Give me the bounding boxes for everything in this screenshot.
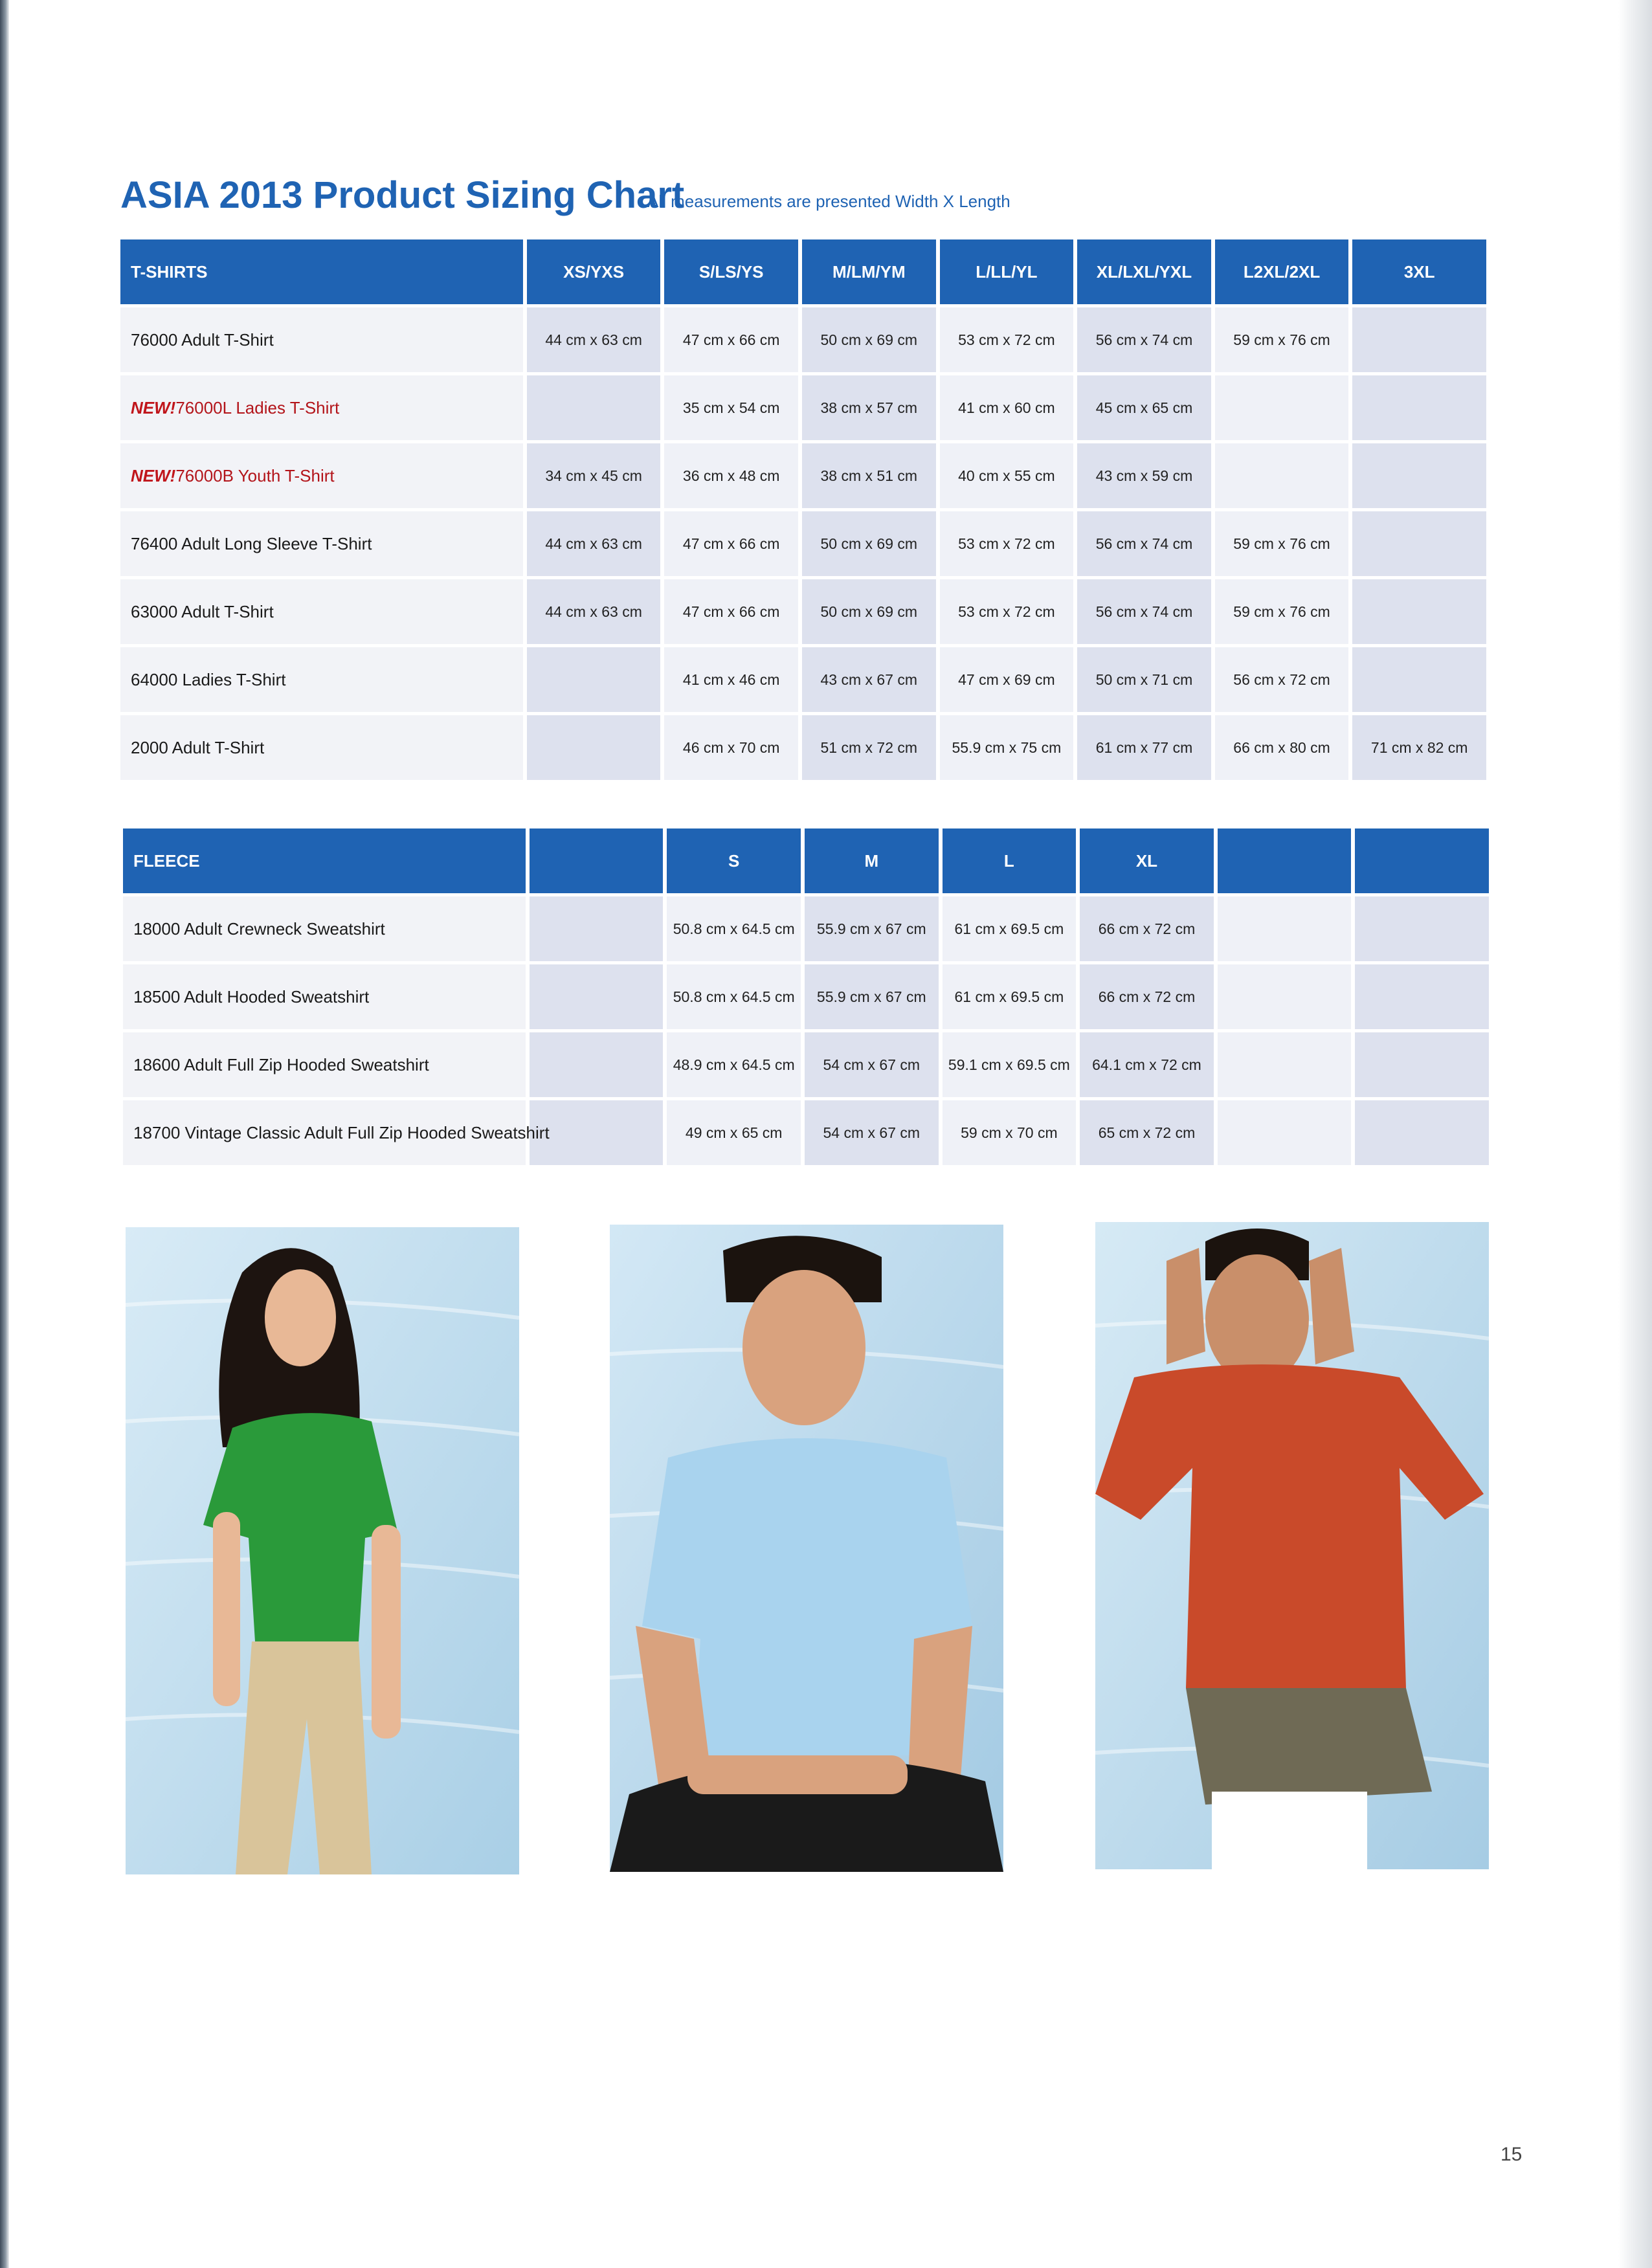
fleece-size-header — [530, 828, 664, 893]
size-measurement-cell: 51 cm x 72 cm — [802, 715, 936, 780]
size-measurement-cell — [1355, 1032, 1489, 1097]
fleece-size-header: L — [943, 828, 1077, 893]
product-name — [120, 511, 523, 576]
product-name-text: 64000 Ladies T-Shirt — [131, 669, 286, 689]
page-number: 15 — [1501, 2144, 1523, 2165]
size-measurement-cell: 44 cm x 63 cm — [527, 579, 661, 644]
size-measurement-cell: 71 cm x 82 cm — [1352, 715, 1486, 780]
size-measurement-cell: 44 cm x 63 cm — [527, 307, 661, 372]
fleece-size-header: M — [805, 828, 939, 893]
size-measurement-cell: 50 cm x 71 cm — [1077, 647, 1211, 712]
size-measurement-cell — [1352, 443, 1486, 508]
photo-man-blue-tshirt — [610, 1225, 1003, 1872]
size-measurement-cell — [530, 1032, 664, 1097]
fleece-size-header: S — [667, 828, 801, 893]
size-measurement-cell: 54 cm x 67 cm — [805, 1032, 939, 1097]
size-measurement-cell: 66 cm x 72 cm — [1080, 964, 1214, 1029]
size-measurement-cell — [1215, 375, 1349, 440]
size-measurement-cell: 50 cm x 69 cm — [802, 579, 936, 644]
size-measurement-cell: 54 cm x 67 cm — [805, 1100, 939, 1165]
size-measurement-cell — [527, 715, 661, 780]
size-measurement-cell — [1218, 1100, 1352, 1165]
size-measurement-cell — [1355, 964, 1489, 1029]
photo-woman-green-tshirt — [126, 1227, 519, 1874]
product-name-text: 76000 Adult T-Shirt — [131, 329, 274, 350]
size-measurement-cell: 47 cm x 69 cm — [940, 647, 1074, 712]
new-badge: NEW! — [131, 397, 176, 417]
product-name — [120, 647, 523, 712]
size-measurement-cell: 56 cm x 74 cm — [1077, 511, 1211, 576]
page-title: ASIA 2013 Product Sizing Chart — [120, 174, 685, 216]
tshirt-row — [120, 307, 1486, 372]
size-measurement-cell: 47 cm x 66 cm — [664, 511, 798, 576]
size-measurement-cell: 47 cm x 66 cm — [664, 579, 798, 644]
fleece-row — [123, 1100, 1489, 1165]
size-measurement-cell: 66 cm x 72 cm — [1080, 896, 1214, 961]
size-measurement-cell: 61 cm x 77 cm — [1077, 715, 1211, 780]
tshirt-size-header: XL/LXL/YXL — [1077, 239, 1211, 304]
size-measurement-cell: 38 cm x 51 cm — [802, 443, 936, 508]
product-name-text: 76000L Ladies T-Shirt — [175, 397, 340, 417]
size-measurement-cell: 55.9 cm x 75 cm — [940, 715, 1074, 780]
tshirt-size-table — [117, 236, 1490, 783]
product-name-text: 18600 Adult Full Zip Hooded Sweatshirt — [133, 1054, 429, 1074]
size-measurement-cell: 44 cm x 63 cm — [527, 511, 661, 576]
size-measurement-cell — [1352, 579, 1486, 644]
tshirt-size-header: M/LM/YM — [802, 239, 936, 304]
product-name — [120, 375, 523, 440]
fleece-size-header — [1355, 828, 1489, 893]
size-measurement-cell: 41 cm x 46 cm — [664, 647, 798, 712]
product-name — [120, 579, 523, 644]
size-measurement-cell: 38 cm x 57 cm — [802, 375, 936, 440]
size-measurement-cell: 66 cm x 80 cm — [1215, 715, 1349, 780]
tshirt-row — [120, 715, 1486, 780]
size-measurement-cell: 46 cm x 70 cm — [664, 715, 798, 780]
product-name — [123, 1032, 526, 1097]
size-measurement-cell — [1355, 896, 1489, 961]
size-measurement-cell — [1355, 1100, 1489, 1165]
product-name-text: 18000 Adult Crewneck Sweatshirt — [133, 918, 385, 939]
tshirt-section-header: T-SHIRTS — [120, 239, 523, 304]
tshirt-row — [120, 511, 1486, 576]
fleece-size-table — [119, 825, 1493, 1168]
size-measurement-cell: 48.9 cm x 64.5 cm — [667, 1032, 801, 1097]
size-measurement-cell — [530, 896, 664, 961]
size-measurement-cell — [1352, 647, 1486, 712]
fleece-size-header: XL — [1080, 828, 1214, 893]
product-name — [123, 896, 526, 961]
size-measurement-cell — [1352, 307, 1486, 372]
product-name-text: 18700 Vintage Classic Adult Full Zip Hooded Sweatshirt — [133, 1122, 550, 1142]
product-name — [120, 443, 523, 508]
tshirt-row — [120, 579, 1486, 644]
page-subtitle: All measurements are presented Width X Length — [647, 192, 1010, 211]
page-edge — [1618, 0, 1652, 2268]
size-measurement-cell: 50.8 cm x 64.5 cm — [667, 896, 801, 961]
tshirt-size-header: L/LL/YL — [940, 239, 1074, 304]
size-measurement-cell: 50 cm x 69 cm — [802, 307, 936, 372]
new-badge: NEW! — [131, 465, 176, 485]
tshirt-size-header: 3XL — [1352, 239, 1486, 304]
size-measurement-cell: 55.9 cm x 67 cm — [805, 896, 939, 961]
binding-edge — [0, 0, 9, 2268]
tshirt-size-header: XS/YXS — [527, 239, 661, 304]
size-measurement-cell: 56 cm x 74 cm — [1077, 579, 1211, 644]
size-measurement-cell: 59 cm x 76 cm — [1215, 511, 1349, 576]
product-name-text: 18500 Adult Hooded Sweatshirt — [133, 986, 370, 1006]
size-measurement-cell: 64.1 cm x 72 cm — [1080, 1032, 1214, 1097]
tshirt-size-header: L2XL/2XL — [1215, 239, 1349, 304]
size-measurement-cell: 40 cm x 55 cm — [940, 443, 1074, 508]
fleece-row — [123, 896, 1489, 961]
fleece-size-header — [1218, 828, 1352, 893]
product-name-text: 76400 Adult Long Sleeve T-Shirt — [131, 533, 372, 553]
size-measurement-cell: 43 cm x 67 cm — [802, 647, 936, 712]
size-measurement-cell: 45 cm x 65 cm — [1077, 375, 1211, 440]
size-measurement-cell: 50 cm x 69 cm — [802, 511, 936, 576]
size-measurement-cell: 61 cm x 69.5 cm — [943, 964, 1077, 1029]
product-name-text: 63000 Adult T-Shirt — [131, 601, 274, 621]
size-measurement-cell: 35 cm x 54 cm — [664, 375, 798, 440]
size-measurement-cell: 50.8 cm x 64.5 cm — [667, 964, 801, 1029]
product-name — [120, 715, 523, 780]
size-measurement-cell: 59.1 cm x 69.5 cm — [943, 1032, 1077, 1097]
size-measurement-cell: 61 cm x 69.5 cm — [943, 896, 1077, 961]
size-measurement-cell: 36 cm x 48 cm — [664, 443, 798, 508]
product-name — [123, 964, 526, 1029]
size-measurement-cell: 53 cm x 72 cm — [940, 579, 1074, 644]
product-name — [123, 1100, 550, 1165]
size-measurement-cell: 43 cm x 59 cm — [1077, 443, 1211, 508]
fleece-row — [123, 964, 1489, 1029]
size-measurement-cell: 59 cm x 70 cm — [943, 1100, 1077, 1165]
size-measurement-cell: 47 cm x 66 cm — [664, 307, 798, 372]
size-measurement-cell: 55.9 cm x 67 cm — [805, 964, 939, 1029]
size-measurement-cell — [1218, 1032, 1352, 1097]
size-measurement-cell: 41 cm x 60 cm — [940, 375, 1074, 440]
size-measurement-cell — [1218, 964, 1352, 1029]
size-measurement-cell: 53 cm x 72 cm — [940, 307, 1074, 372]
size-measurement-cell: 59 cm x 76 cm — [1215, 307, 1349, 372]
fleece-section-header: FLEECE — [123, 828, 526, 893]
size-measurement-cell: 53 cm x 72 cm — [940, 511, 1074, 576]
size-measurement-cell — [1215, 443, 1349, 508]
tshirt-row — [120, 375, 1486, 440]
size-measurement-cell — [1218, 896, 1352, 961]
product-name-text: 76000B Youth T-Shirt — [175, 465, 335, 485]
product-name — [120, 307, 523, 372]
size-measurement-cell: 49 cm x 65 cm — [667, 1100, 801, 1165]
size-measurement-cell: 65 cm x 72 cm — [1080, 1100, 1214, 1165]
product-name-text: 2000 Adult T-Shirt — [131, 737, 265, 757]
tshirt-row — [120, 647, 1486, 712]
size-measurement-cell — [1352, 375, 1486, 440]
photo-man-orange-hoodie — [1095, 1222, 1489, 1869]
size-measurement-cell: 59 cm x 76 cm — [1215, 579, 1349, 644]
size-measurement-cell — [527, 375, 661, 440]
size-measurement-cell: 56 cm x 72 cm — [1215, 647, 1349, 712]
size-measurement-cell — [530, 964, 664, 1029]
tshirt-size-header: S/LS/YS — [664, 239, 798, 304]
fleece-row — [123, 1032, 1489, 1097]
size-measurement-cell: 34 cm x 45 cm — [527, 443, 661, 508]
tshirt-row — [120, 443, 1486, 508]
size-measurement-cell — [1352, 511, 1486, 576]
size-measurement-cell: 56 cm x 74 cm — [1077, 307, 1211, 372]
size-measurement-cell — [527, 647, 661, 712]
